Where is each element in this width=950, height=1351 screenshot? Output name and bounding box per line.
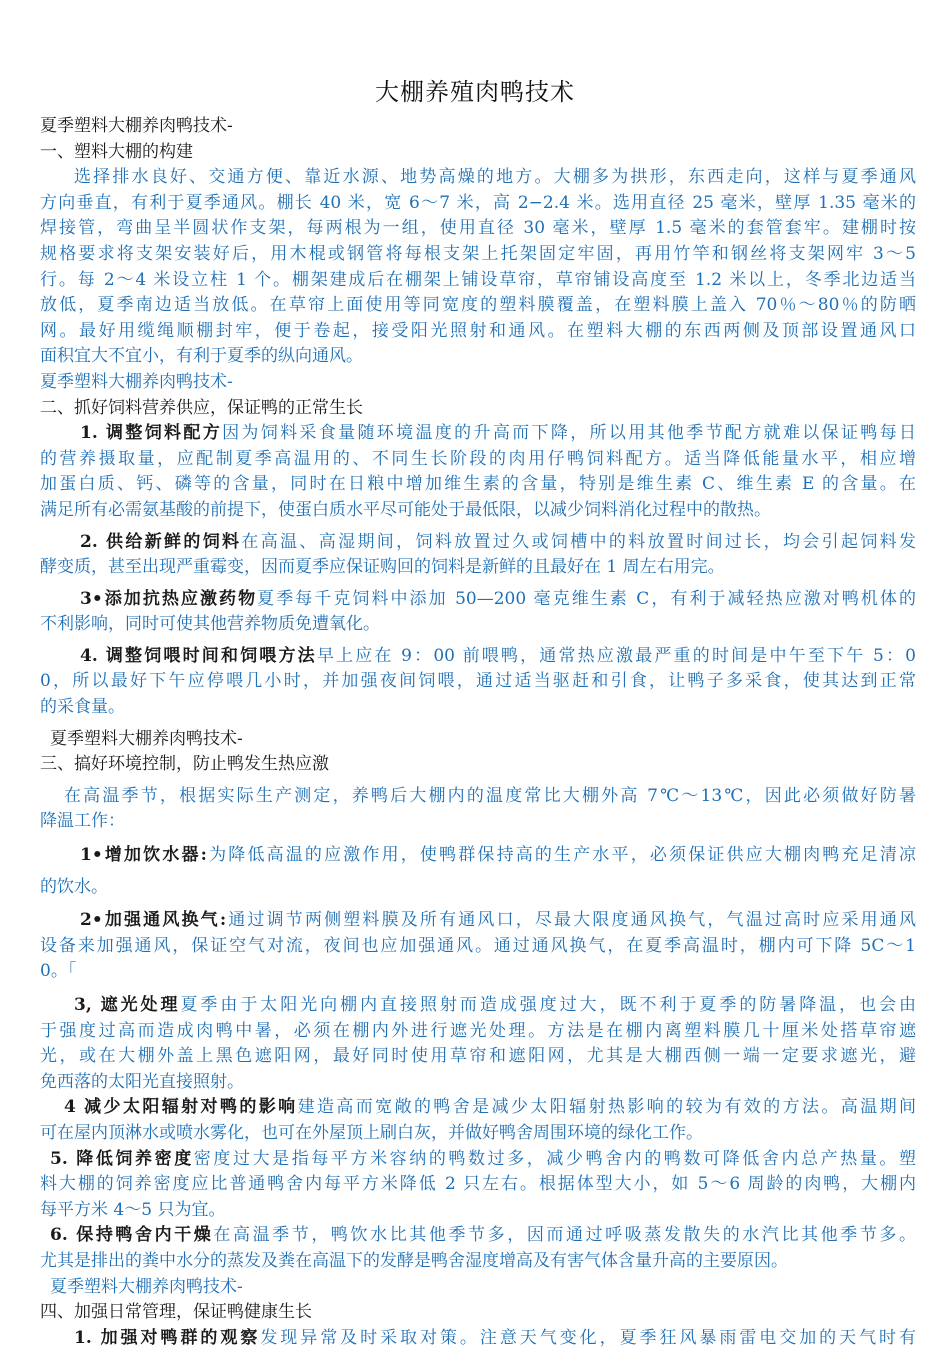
subsection-heading: 4 减少太阳辐射对鸭的影响 xyxy=(64,1097,298,1118)
subsection-heading: 4. 调整饲喂时间和饲喂方法 xyxy=(80,645,317,666)
subsection-heading: 2•加强通风换气: xyxy=(80,910,227,931)
subsection-heading: 5. 降低饲养密度 xyxy=(50,1148,194,1169)
subsection-text: 为降低高温的应激作用，使鸭群保持高的生产水平，必须保证供应大棚肉鸭充足清凉 xyxy=(206,845,916,866)
subsection-text: 夏季每千克饲料中添加 50—200 毫克维生素 C，有利于减轻热应激对鸭机体的 xyxy=(257,588,916,609)
text-line: 夏季塑料大棚养肉鸭技术- xyxy=(40,371,233,392)
text-line xyxy=(40,1095,916,1121)
subsection-text: 建造高而宽敞的鸭舍是减少太阳辐射热影响的较为有效的方法。高温期间 xyxy=(297,1097,916,1118)
subsection-text: 在高温季节，鸭饮水比其他季节多，因而通过呼吸蒸发散失的水汽比其他季节多。 xyxy=(213,1225,916,1246)
text-line: 放低，夏季南边适当放低。在草帘上面使用等同宽度的塑料膜覆盖，在塑料膜上盖入 70％〜80％的防晒 xyxy=(40,295,916,316)
document-body xyxy=(40,114,916,1351)
text-line: 设备来加强通风，保证空气对流，夜间也应加强通风。通过通风换气，在夏季高温时，棚内可下降 5C〜1 xyxy=(40,935,916,956)
text-line: 规格要求将支架安装好后，用木棍或钢管将每根支架上托架固定牢固，再用竹竿和钢丝将支架网牢 3〜5 xyxy=(40,243,916,264)
subsection-text: 通过调节两侧塑料膜及所有通风口，尽最大限度通风换气，气温过高时应采用通风 xyxy=(226,910,916,931)
text-line: 不利影响，同时可使其他营养物质免遭氧化。 xyxy=(40,614,380,635)
text-line: 焊接管，弯曲呈半圆状作支架，每两根为一组，使用直径 30 毫米，壁厚 1.5 毫米的套管套牢。建棚时按 xyxy=(40,218,916,239)
text-line: 网。最好用缆绳顺棚封牢，便于卷起，接受阳光照射和通风。在塑料大棚的东西两侧及顶部设置通风口 xyxy=(40,320,916,341)
subsection-heading: 1. 加强对鸭群的观察 xyxy=(74,1327,261,1348)
text-line: 夏季塑料大棚养肉鸭技术- xyxy=(40,116,233,136)
text-line: 方向垂直，有利于夏季通风。棚长 40 米，宽 6〜7 米，高 2−2.4 米。选用直径 25 毫米，壁厚 1.35 毫米的 xyxy=(40,192,916,213)
text-line: 可在屋内顶淋水或喷水雾化，也可在外屋顶上刷白灰，并做好鸭舍周围环境的绿化工作。 xyxy=(40,1122,703,1143)
subsection-text: 在高温、高湿期间，饲料放置过久或饲槽中的料放置时间过长，均会引起饲料发 xyxy=(241,531,916,552)
text-line: 夏季塑料大棚养肉鸭技术- xyxy=(50,728,243,749)
subsection-heading: 2. 供给新鲜的饲料 xyxy=(80,531,242,552)
text-line: 尤其是排出的粪中水分的蒸发及粪在高温下的发酵是鸭舍湿度增高及有害气体含量升高的主要原因。 xyxy=(40,1250,788,1271)
text-line: 满足所有必需氨基酸的前提下，使蛋白质水平尽可能处于最低限，以减少饲料消化过程中的散热。 xyxy=(40,499,771,520)
document-title: 大棚养殖肉鸭技术 xyxy=(375,78,575,106)
text-line: 0。「 xyxy=(40,961,77,982)
text-line xyxy=(40,908,916,934)
subsection-text: 发现异常及时采取对策。注意天气变化，夏季狂风暴雨雷电交加的天气时有 xyxy=(260,1327,916,1348)
subsection-heading: 6. 保持鸭舍内干燥 xyxy=(50,1225,214,1246)
text-line xyxy=(40,421,916,447)
text-line xyxy=(40,644,916,670)
text-line: 面积宜大不宜小，有利于夏季的纵向通风。 xyxy=(40,346,363,367)
subsection-text: 早上应在 9：00 前喂鸭，通常热应激最严重的时间是中午至下午 5：0 xyxy=(316,645,916,666)
text-line xyxy=(40,1326,916,1351)
text-line xyxy=(40,993,916,1019)
text-line: 免西落的太阳光直接照射。 xyxy=(40,1071,244,1092)
text-line: 的饮水。 xyxy=(40,876,108,897)
text-line: 一、塑料大棚的构建 xyxy=(40,141,193,162)
text-line: 四、加强日常管理，保证鸭健康生长 xyxy=(40,1302,312,1323)
subsection-text: 密度过大是指每平方米容纳的鸭数过多，减少鸭舍内的鸭数可降低舍内总产热量。塑 xyxy=(193,1148,916,1169)
text-line: 降温工作： xyxy=(40,811,125,832)
text-line: 酵变质，甚至出现严重霉变，因而夏季应保证购回的饲料是新鲜的且最好在 1 周左右用完。 xyxy=(40,557,725,578)
subsection-text: 因为饲料采食量随环境温度的升高而下降，所以用其他季节配方就难以保证鸭每日 xyxy=(222,423,916,444)
text-line: 三、搞好环境控制，防止鸭发生热应激 xyxy=(40,754,329,775)
subsection-heading: 1•增加饮水器: xyxy=(80,845,207,866)
text-line: 于强度过高而造成肉鸭中暑，必须在棚内外进行遮光处理。方法是在棚内离塑料膜几十厘米处搭草帘遮 xyxy=(40,1020,916,1041)
text-line: 夏季塑料大棚养肉鸭技术- xyxy=(50,1276,243,1297)
subsection-heading: 3, 遮光处理 xyxy=(74,995,181,1015)
text-line: 的采食量。 xyxy=(40,697,125,718)
text-line: 在高温季节，根据实际生产测定，养鸭后大棚内的温度常比大棚外高 7℃〜13℃，因此必须做好防暑 xyxy=(64,785,916,806)
text-line: 光，或在大棚外盖上黑色遮阳网，最好同时使用草帘和遮阳网，尤其是大棚西侧一端一定要求遮光，避 xyxy=(40,1046,916,1067)
text-line: 二、抓好饲料营养供应，保证鸭的正常生长 xyxy=(40,397,363,418)
subsection-text: 夏季由于太阳光向棚内直接照射而造成强度过大，既不利于夏季的防暑降温，也会由 xyxy=(180,995,916,1015)
text-line xyxy=(40,843,916,869)
text-line xyxy=(40,530,916,556)
text-line xyxy=(40,587,916,613)
subsection-heading: 3•添加抗热应激药物 xyxy=(80,588,258,609)
text-line: 选择排水良好、交通方便、靠近水源、地势高燥的地方。大棚多为拱形，东西走向，这样与夏季通风 xyxy=(74,167,916,188)
subsection-heading: 1. 调整饲料配方 xyxy=(80,423,223,444)
text-line: 每平方米 4〜5 只为宜。 xyxy=(40,1199,226,1220)
text-line: 加蛋白质、钙、磷等的含量，同时在日粮中增加维生素的含量，特别是维生素 C、维生素 E 的含量。在 xyxy=(40,474,916,495)
text-line xyxy=(40,1147,916,1173)
text-line: 的营养摄取量，应配制夏季高温用的、不同生长阶段的肉用仔鸭饲料配方。适当降低能量水平，相应增 xyxy=(40,448,916,469)
text-line xyxy=(40,1223,916,1249)
text-line: 料大棚的饲养密度应比普通鸭舍内每平方米降低 2 只左右。根据体型大小，如 5〜6 周龄的肉鸭，大棚内 xyxy=(40,1174,916,1195)
text-line: 行。每 2〜4 米设立柱 1 个。棚架建成后在棚架上铺设草帘，草帘铺设高度至 1.2 米以上，冬季北边适当 xyxy=(40,269,916,290)
text-line: 0，所以最好下午应停喂几小时，并加强夜间饲喂，通过适当驱赶和引食，让鸭子多采食，使其达到正常 xyxy=(40,671,916,692)
